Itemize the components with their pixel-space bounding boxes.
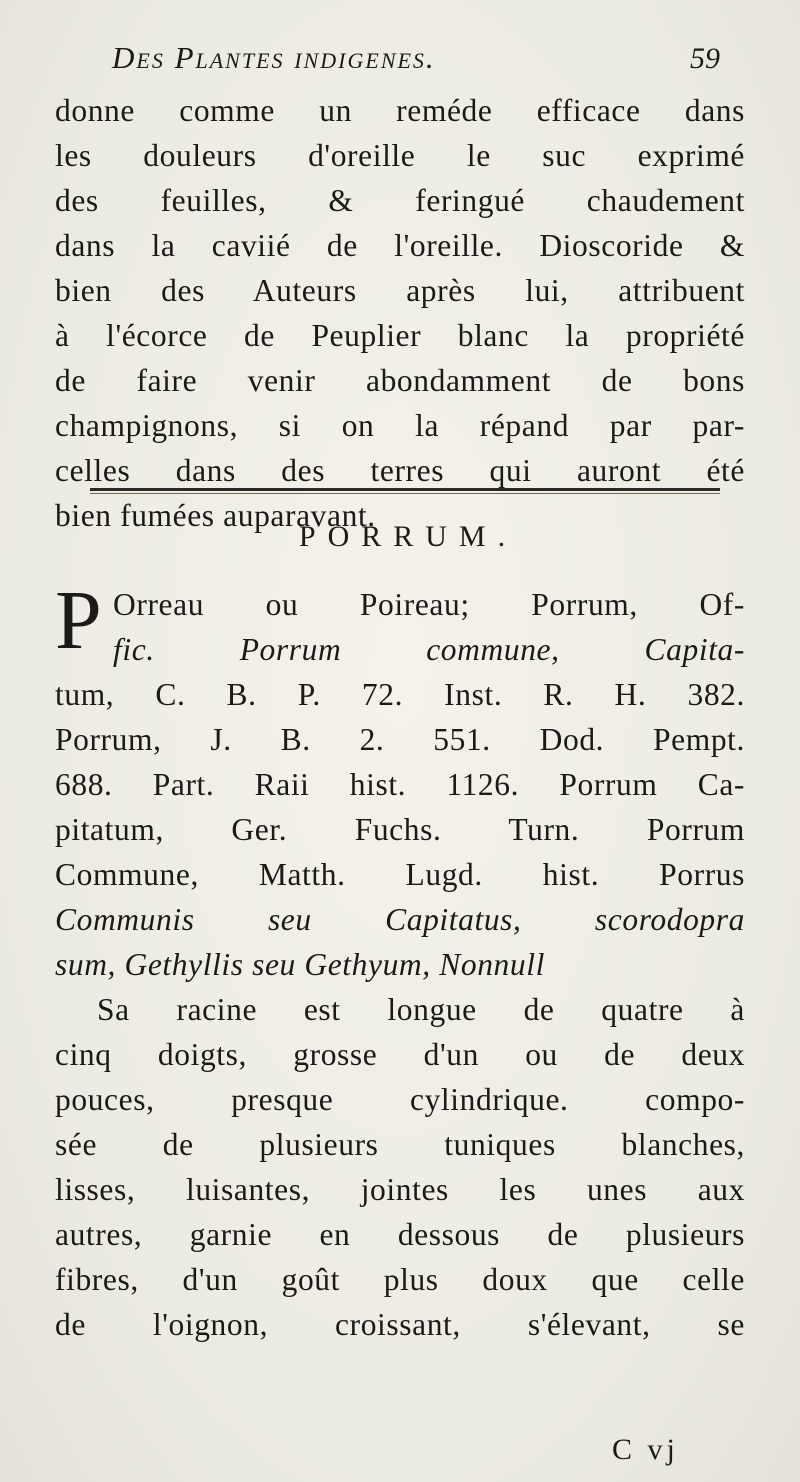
page-number: 59 xyxy=(690,42,720,75)
text-line: Communis seu Capitatus, scorodopra xyxy=(55,902,745,937)
section-divider-rule xyxy=(90,488,720,491)
text-line: celles dans des terres qui auront été xyxy=(55,453,745,488)
text-line: sée de plusieurs tuniques blanches, xyxy=(55,1127,745,1162)
text-line: de l'oignon, croissant, s'élevant, se xyxy=(55,1307,745,1342)
text-line: de faire venir abondamment de bons xyxy=(55,363,745,398)
text-line: sum, Gethyllis seu Gethyum, Nonnull xyxy=(55,947,545,982)
text-line: tum, C. B. P. 72. Inst. R. H. 382. xyxy=(55,677,745,712)
text-line: les douleurs d'oreille le suc exprimé xyxy=(55,138,745,173)
text-line: Commune, Matth. Lugd. hist. Porrus xyxy=(55,857,745,892)
text-line: autres, garnie en dessous de plusieurs xyxy=(55,1217,745,1252)
section-title: PORRUM. xyxy=(298,520,518,553)
catchword: C vj xyxy=(612,1433,679,1466)
text-line: pouces, presque cylindrique. compo- xyxy=(55,1082,745,1117)
porrum-entry xyxy=(55,574,745,1347)
text-line: à l'écorce de Peuplier blanc la propriété xyxy=(55,318,745,353)
running-head xyxy=(112,40,720,84)
running-head-title: Des Plantes indigenes. xyxy=(112,40,436,75)
text-line: Orreau ou Poireau; Porrum, Of- xyxy=(113,587,745,622)
text-line: lisses, luisantes, jointes les unes aux xyxy=(55,1172,745,1207)
text-line: bien fumées auparavant. xyxy=(55,498,376,533)
text-line: 688. Part. Raii hist. 1126. Porrum Ca- xyxy=(55,767,745,802)
continuation-paragraph xyxy=(55,88,745,538)
text-line: des feuilles, & feringué chaudement xyxy=(55,183,745,218)
drop-cap: P xyxy=(55,574,103,667)
text-line: donne comme un reméde efficace dans xyxy=(55,93,745,128)
text-line: Porrum, J. B. 2. 551. Dod. Pempt. xyxy=(55,722,745,757)
text-line: cinq doigts, grosse d'un ou de deux xyxy=(55,1037,745,1072)
text-line: bien des Auteurs après lui, attribuent xyxy=(55,273,745,308)
text-line: Sa racine est longue de quatre à xyxy=(97,992,745,1027)
text-line: fic. Porrum commune, Capita- xyxy=(113,632,745,667)
text-line: fibres, d'un goût plus doux que celle xyxy=(55,1262,745,1297)
text-line: champignons, si on la répand par par- xyxy=(55,408,745,443)
text-line: dans la caviié de l'oreille. Dioscoride & xyxy=(55,228,745,263)
text-line: pitatum, Ger. Fuchs. Turn. Porrum xyxy=(55,812,745,847)
